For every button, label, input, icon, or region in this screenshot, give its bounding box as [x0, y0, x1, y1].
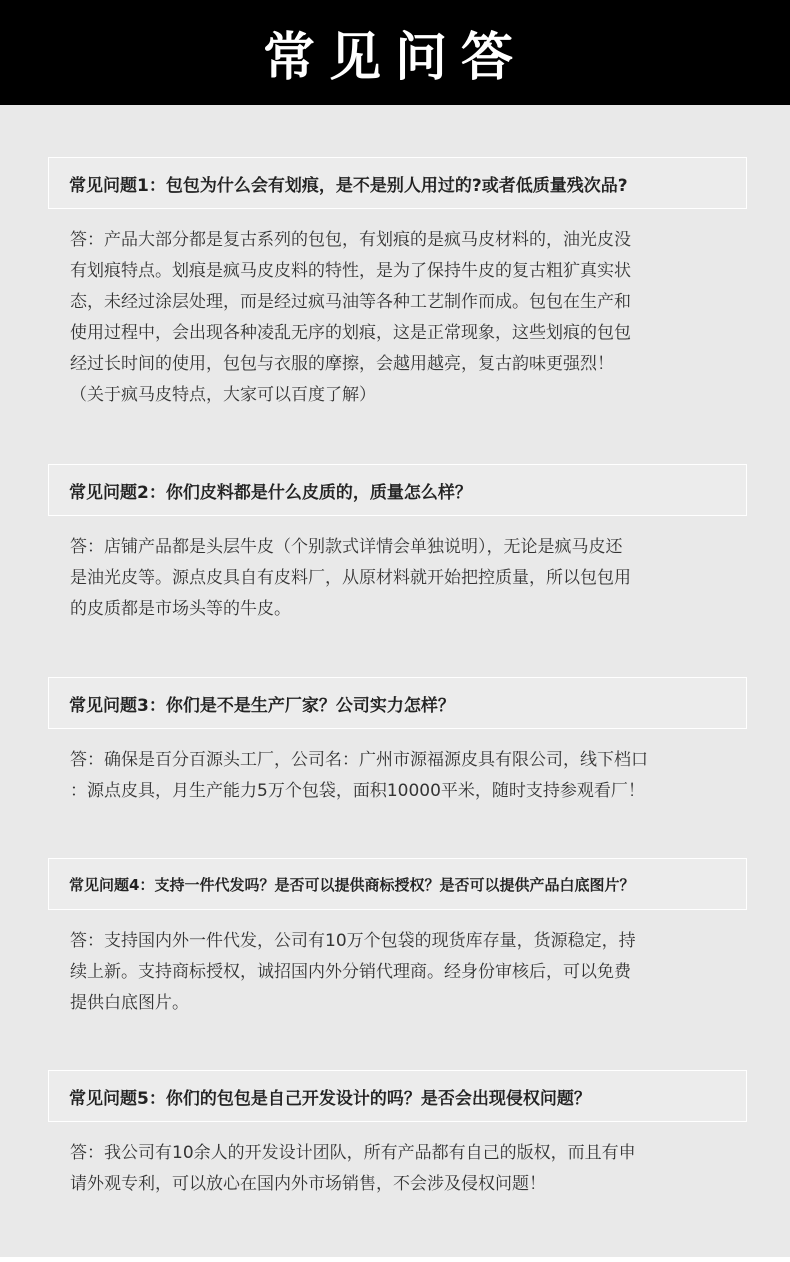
faq-question: 常见问题2：你们皮料都是什么皮质的，质量怎么样？: [48, 464, 747, 516]
faq-answer: 答：我公司有10余人的开发设计团队，所有产品都有自己的版权，而且有申 请外观专利，可以放心在国内外市场销售，不会涉及侵权问题！: [70, 1143, 636, 1194]
faq-question: 常见问题3：你们是不是生产厂家？公司实力怎样？: [48, 677, 747, 729]
faq-item-5: [48, 1070, 747, 1200]
faq-item-4: [48, 858, 747, 1019]
faq-answer: 答：店铺产品都是头层牛皮（个别款式详情会单独说明），无论是疯马皮还 是油光皮等。源点皮具自有皮料厂，从原材料就开始把控质量，所以包包用 的皮质都是市场头等的牛皮。: [70, 537, 631, 619]
faq-answer: 答：确保是百分百源头工厂，公司名：广州市源福源皮具有限公司，线下档口 ：源点皮具，月生产能力5万个包袋，面积10000平米，随时支持参观看厂！: [70, 750, 648, 801]
faq-item-2: [48, 464, 747, 625]
faq-question: 常见问题5：你们的包包是自己开发设计的吗？是否会出现侵权问题？: [48, 1070, 747, 1122]
faq-answer: 答：支持国内外一件代发，公司有10万个包袋的现货库存量，货源稳定，持 续上新。支持商标授权，诚招国内外分销代理商。经身份审核后，可以免费 提供白底图片。: [70, 931, 636, 1013]
faq-answer: 答：产品大部分都是复古系列的包包，有划痕的是疯马皮材料的，油光皮没 有划痕特点。划痕是疯马皮皮料的特性，是为了保持牛皮的复古粗犷真实状 态，未经过涂层处理，而是经过疯马油等各种工艺制作而成。包包在生产和 使用过程中，会出现各种凌乱无序的划痕，这是正常现象，这些划痕的包包 经过长时间的使用，包包与衣服的摩擦，会越用越亮，复古韵味更强烈！ （关于疯马皮特点，大家可以百度了解）: [70, 230, 631, 405]
page-title: 常见问答: [262, 27, 527, 88]
faq-item-3: [48, 677, 747, 807]
page-header: [0, 0, 790, 105]
faq-question: 常见问题4：支持一件代发吗？是否可以提供商标授权？是否可以提供产品白底图片？: [48, 858, 747, 910]
faq-question: 常见问题1：包包为什么会有划痕，是不是别人用过的?或者低质量残次品?: [48, 157, 747, 209]
bottom-divider: [0, 1257, 790, 1262]
faq-item-1: [48, 157, 747, 411]
